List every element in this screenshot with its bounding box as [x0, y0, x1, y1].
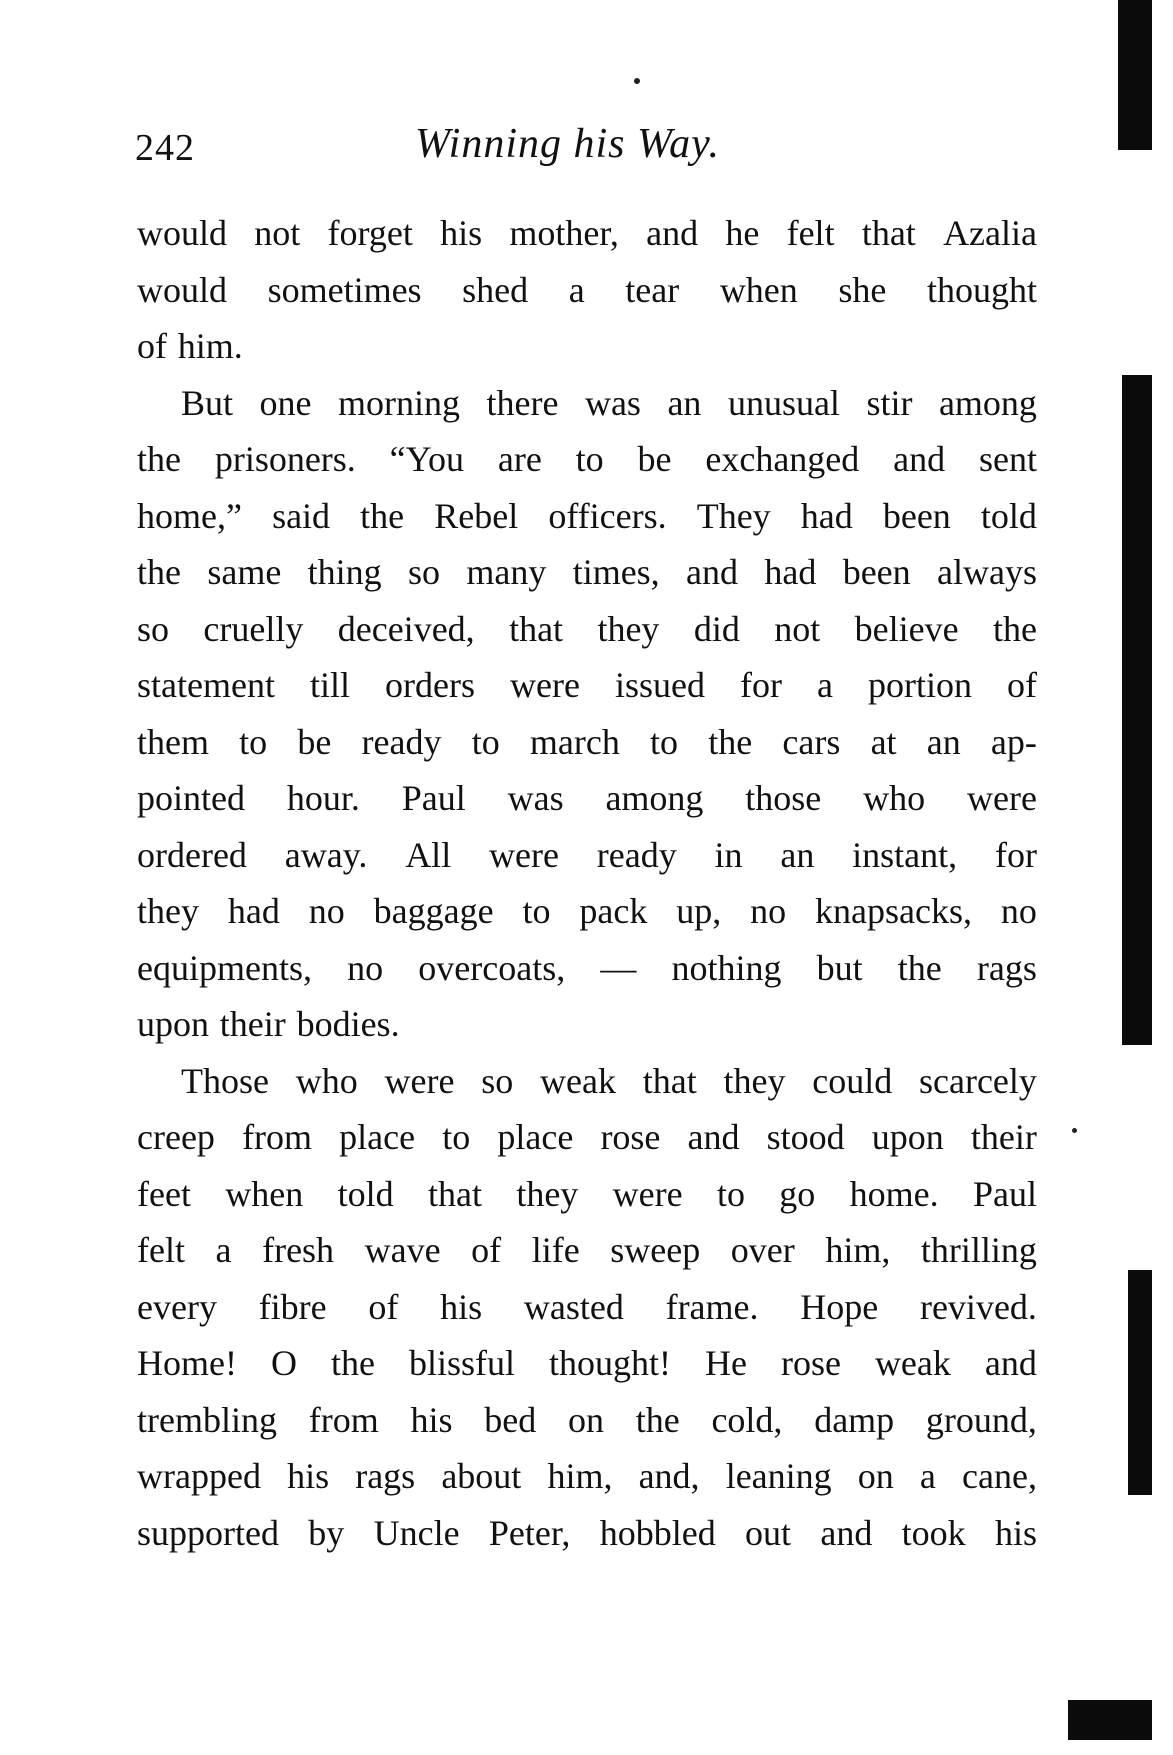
text-line: creep from place to place rose and stood upon their — [137, 1117, 1037, 1157]
scan-edge-shadow — [1122, 375, 1152, 1045]
text-line: Home! O the blissful thought! He rose weak and — [137, 1343, 1037, 1383]
scan-edge-shadow — [1118, 0, 1152, 150]
text-line: felt a fresh wave of life sweep over him, thrilling — [137, 1230, 1037, 1270]
text-line: Those who were so weak that they could scarcely — [181, 1060, 1037, 1101]
text-line: the prisoners. “You are to be exchanged and sent — [137, 439, 1037, 479]
running-title: Winning his Way. — [415, 121, 720, 167]
scan-edge-shadow — [1128, 1270, 1152, 1495]
text-line: every fibre of his wasted frame. Hope revived. — [137, 1286, 1037, 1327]
paragraph — [137, 1053, 1037, 1562]
text-line: pointed hour. Paul was among those who were — [137, 778, 1037, 818]
scan-edge-shadow — [1068, 1700, 1152, 1740]
text-line: statement till orders were issued for a portion of — [137, 665, 1037, 705]
body-text — [137, 205, 1037, 1561]
text-line: feet when told that they were to go home. Paul — [137, 1173, 1037, 1214]
text-line: upon their bodies. — [137, 1004, 400, 1044]
text-line: wrapped his rags about him, and, leaning on a cane, — [137, 1456, 1037, 1496]
text-line: them to be ready to march to the cars at an ap- — [137, 721, 1037, 762]
text-line: trembling from his bed on the cold, damp ground, — [137, 1399, 1037, 1440]
scan-speck — [1072, 1128, 1077, 1133]
paragraph — [137, 205, 1037, 375]
text-line: they had no baggage to pack up, no knapsacks, no — [137, 891, 1037, 931]
text-line: the same thing so many times, and had been always — [137, 552, 1037, 592]
text-line: home,” said the Rebel officers. They had been told — [137, 495, 1037, 536]
text-line: would not forget his mother, and he felt that Azalia — [137, 213, 1037, 253]
scan-speck — [634, 78, 640, 84]
text-line: equipments, no overcoats, — nothing but the rags — [137, 947, 1037, 988]
page-number: 242 — [135, 127, 195, 169]
page-header — [135, 112, 1035, 172]
text-line: would sometimes shed a tear when she thought — [137, 269, 1037, 310]
text-line: ordered away. All were ready in an instant, for — [137, 834, 1037, 875]
text-line: so cruelly deceived, that they did not believe the — [137, 608, 1037, 649]
paragraph — [137, 375, 1037, 1053]
text-line: But one morning there was an unusual stir among — [181, 382, 1037, 423]
text-line: of him. — [137, 326, 243, 366]
text-line: supported by Uncle Peter, hobbled out and took his — [137, 1512, 1037, 1553]
